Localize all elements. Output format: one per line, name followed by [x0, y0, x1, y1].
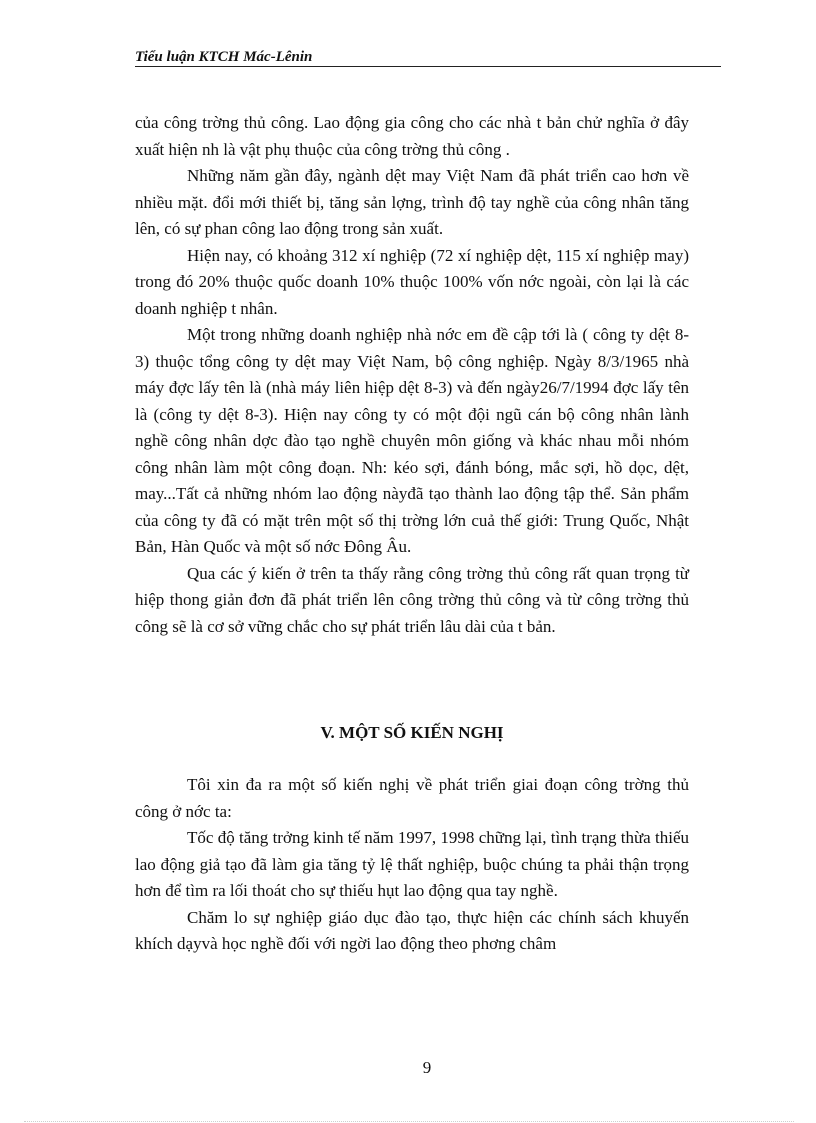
paragraph-recommendation-intro: Tôi xin đa ra một số kiến nghị về phát triển giai đoạn công trờng thủ công ở nớc ta:	[135, 775, 689, 821]
paragraph-company-8-3: Một trong những doanh nghiệp nhà nớc em đề cập tới là ( công ty dệt 8-3) thuộc tổng công ty dệt may Việt Nam, bộ công nghiệp. Ngày 8/3/1965 nhà máy đợc lấy tên là (nhà máy liên hiệp dệt 8-3) và đến ngày26/7/1994 đợc lấy tên là (công ty dệt 8-3). Hiện nay công ty có một đội ngũ cán bộ công nhân lành nghề công nhân dợc đào tạo nghề chuyên môn giống và khác nhau mỗi nhóm công nhân làm một công đoạn. Nh: kéo sợi, đánh bóng, mắc sợi, hồ dọc, dệt, may...Tất cả những nhóm lao động nàyđã tạo thành lao động tập thể. Sản phẩm của công ty đã có mặt trên một số thị trờng lớn cuả thế giới: Trung Quốc, Nhật Bản, Hàn Quốc và một số nớc Đông Âu.	[135, 325, 689, 556]
page-bottom-border	[24, 1121, 794, 1122]
page-header	[135, 48, 721, 67]
paragraph-education: Chăm lo sự nghiệp giáo dục đào tạo, thực hiện các chính sách khuyến khích dạyvà học nghề đối với ngời lao động theo phơng châm	[135, 907, 689, 953]
section-heading: V. MỘT SỐ KIẾN NGHỊ	[320, 723, 504, 742]
header-title: Tiểu luận KTCH Mác-Lênin	[135, 49, 313, 65]
section-body-text	[135, 772, 689, 958]
body-text	[135, 110, 689, 640]
page-number: 9	[422, 1058, 432, 1077]
paragraph-conclusion: Qua các ý kiến ở trên ta thấy rằng công trờng thủ công rất quan trọng từ hiệp thong giản đơn đã phát triển lên công trờng thủ công và từ công trờng thủ công sẽ là cơ sở vững chắc cho sự phát triển lâu dài của t bản.	[135, 563, 689, 636]
paragraph-enterprise-count: Hiện nay, có khoảng 312 xí nghiệp (72 xí nghiệp dệt, 115 xí nghiệp may) trong đó 20% thuộc quốc doanh 10% thuộc 100% vốn nớc ngoài, còn lại là các doanh nghiệp t nhân.	[135, 245, 689, 318]
paragraph-growth-rate: Tốc độ tăng trởng kinh tế năm 1997, 1998 chững lại, tình trạng thừa thiếu lao động giả tạo đã làm gia tăng tỷ lệ thất nghiệp, buộc chúng ta phải thận trọng hơn để tìm ra lối thoát cho sự thiếu hụt lao động qua tay nghề.	[135, 828, 689, 900]
paragraph-textile-industry: Những năm gần đây, ngành dệt may Việt Nam đã phát triển cao hơn về nhiều mặt. đổi mới thiết bị, tăng sản lợng, trình độ tay nghề của công nhân tăng lên, có sự phan công lao động trong sản xuất.	[135, 166, 689, 238]
paragraph-continuation: của công trờng thủ công. Lao động gia công cho các nhà t bản chử nghĩa ở đây xuất hiện nh là vật phụ thuộc của công trờng thủ công .	[135, 113, 689, 159]
